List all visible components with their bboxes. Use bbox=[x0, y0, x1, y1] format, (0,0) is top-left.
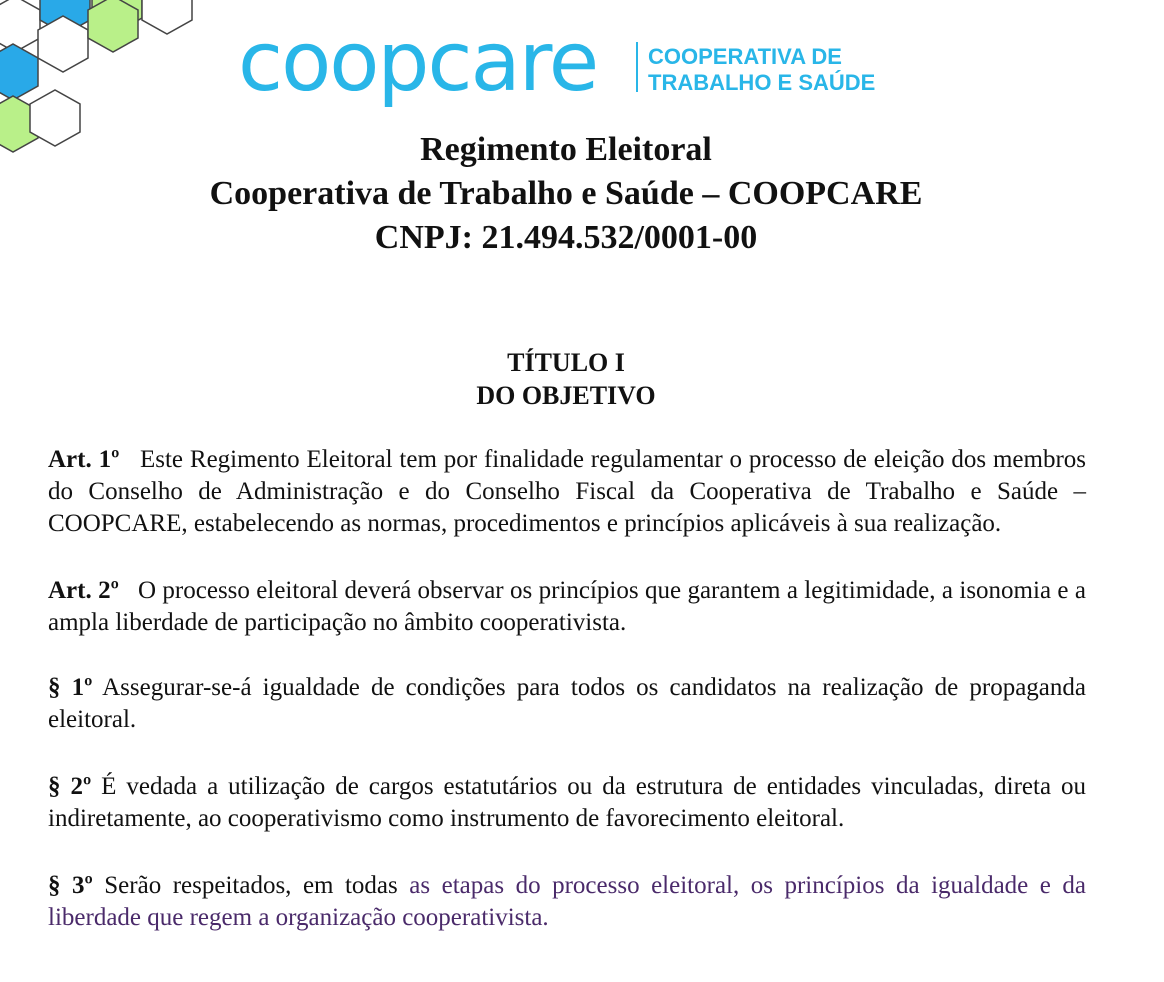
article-2 bbox=[48, 575, 1086, 639]
logo-subtitle bbox=[648, 44, 875, 96]
cooperative-name: Cooperativa de Trabalho e Saúde – COOPCARE bbox=[209, 175, 923, 212]
document-body bbox=[48, 444, 1086, 969]
logo-wordmark: coopcare bbox=[238, 15, 598, 110]
paragraph-3 bbox=[48, 870, 1086, 934]
paragraph-2-label: § 2º bbox=[48, 773, 92, 800]
article-2-label: Art. 2º bbox=[48, 577, 119, 604]
paragraph-2 bbox=[48, 771, 1086, 835]
paragraph-1 bbox=[48, 672, 1086, 736]
logo-divider bbox=[636, 42, 638, 92]
paragraph-3-label: § 3º bbox=[48, 872, 93, 899]
paragraph-3-text: Serão respeitados, em todas bbox=[104, 872, 398, 899]
title-name: DO OBJETIVO bbox=[476, 381, 656, 410]
section-title bbox=[0, 346, 1132, 412]
cnpj-number: CNPJ: 21.494.532/0001-00 bbox=[374, 219, 758, 256]
logo-subtitle-line2: TRABALHO E SAÚDE bbox=[648, 70, 876, 95]
paragraph-2-text: É vedada a utilização de cargos estatutários ou da estrutura de entidades vinculadas, direta ou indiretamente, ao cooperativismo como instrumento de favorecimento eleitoral. bbox=[48, 773, 1087, 832]
document-title: Regimento Eleitoral bbox=[420, 131, 712, 168]
title-number: TÍTULO I bbox=[507, 348, 625, 377]
article-1-text: Este Regimento Eleitoral tem por finalidade regulamentar o processo de eleição dos membros do Conselho de Administração e do Conselho Fiscal da Cooperativa de Trabalho e Saúde – COOPCARE, estabelecendo as normas, procedimentos e princípios aplicáveis à sua realização. bbox=[48, 446, 1087, 537]
paragraph-1-text: Assegurar-se-á igualdade de condições para todos os candidatos na realização de propaganda eleitoral. bbox=[48, 674, 1086, 733]
article-2-text: O processo eleitoral deverá observar os princípios que garantem a legitimidade, a isonomia e a ampla liberdade de participação no âmbito cooperativista. bbox=[48, 577, 1086, 636]
document-header bbox=[0, 128, 1132, 260]
logo-subtitle-line1: COOPERATIVA DE bbox=[648, 44, 842, 69]
article-1 bbox=[48, 444, 1086, 540]
paragraph-1-label: § 1º bbox=[48, 674, 93, 701]
paragraph-3-highlighted-text: as etapas do processo eleitoral, os princípios da igualdade e da liberdade que regem a organização cooperativista. bbox=[48, 872, 1086, 931]
article-1-label: Art. 1º bbox=[48, 446, 120, 473]
coopcare-logo bbox=[238, 15, 898, 116]
